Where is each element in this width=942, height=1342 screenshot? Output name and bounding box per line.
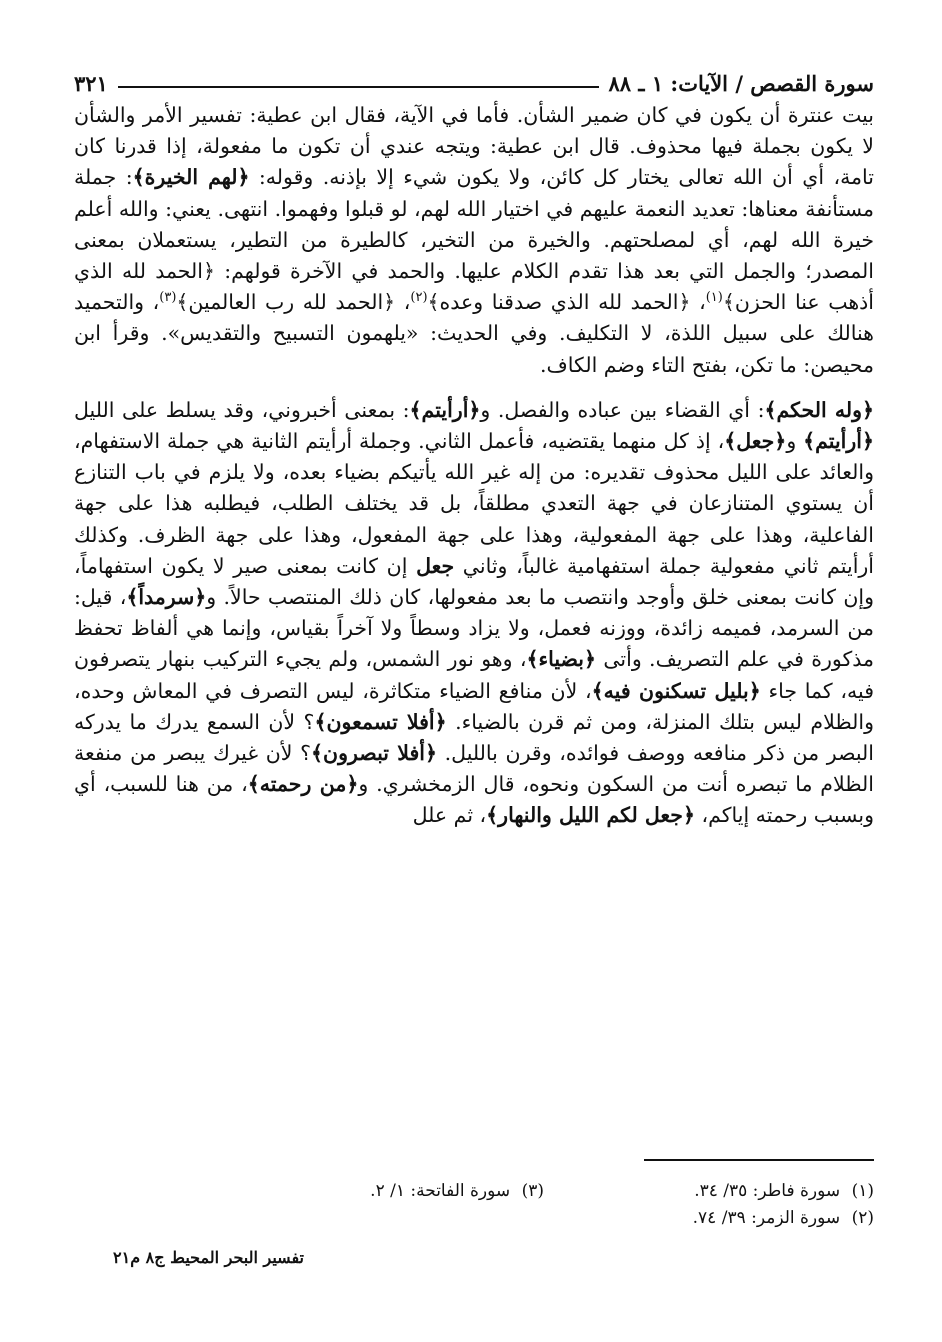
text-run: : جملة مستأنفة معناها: تعديد النعمة عليهم في اختيار الله لهم، لو قبلوا وفهموا. انتهى. يعني: والله أعلم خيرة الله لهم، أي لمصلحتهم. والخيرة من التخير، كالطيرة من التطير، يستعملان بمعنى المصدر؛ والجمل التي بعد هذا تقدم الكلام عليها. والحمد في الآخرة قولهم: ﴿الحمد لله الذي أذهب عنا الحزن﴾ — [74, 165, 874, 315]
quran-quote: ﴿جعل لكم الليل والنهار﴾ — [486, 803, 695, 828]
signature-line: تفسير البحر المحيط ج٨ م٢١ — [113, 1248, 304, 1267]
footnote-1-number: (١) — [851, 1181, 874, 1201]
text-run: ؟ لأن غيرك يبصر من منفعة الظلام ما تبصره أنت من السكون ونحوه، قال الزمخشري. و — [74, 741, 874, 797]
text-run: : أي القضاء بين عباده والفصل. و — [480, 397, 765, 422]
body-text — [74, 100, 874, 832]
footnote-3 — [214, 1178, 544, 1205]
quran-quote: ﴿من رحمته﴾ — [247, 772, 359, 797]
book-page — [74, 56, 874, 1286]
footnote-1 — [544, 1178, 874, 1205]
text-run: ، ﴿الحمد لله الذي صدقنا وعده﴾ — [427, 290, 706, 315]
footnote-2-text: سورة الزمر: ٣٩/ ٧٤. — [692, 1208, 841, 1228]
quran-quote: جعل — [416, 553, 455, 578]
text-run: ، من هنا للسبب، أي وبسبب رحمته إياكم، — [74, 772, 874, 828]
footnote-1-text: سورة فاطر: ٣٥/ ٣٤. — [694, 1181, 841, 1201]
paragraph-1 — [74, 100, 874, 381]
text-run: و — [786, 429, 804, 454]
paragraph-2 — [74, 395, 874, 832]
footnote-3-number: (٣) — [521, 1181, 544, 1201]
footnote-row-1 — [74, 1178, 874, 1205]
text-run: ، وهو نور الشمس، ولم يجيء التركيب بنهار يتصرفون فيه، كما جاء — [74, 647, 874, 703]
quran-quote: ﴿جعل﴾ — [724, 429, 787, 454]
quran-quote: ﴿أفلا تسمعون﴾ — [314, 709, 447, 734]
paragraph-gap — [74, 381, 874, 395]
header-title: سورة القصص / الآيات: ١ ـ ٨٨ — [608, 71, 874, 96]
quran-quote: ﴿سرمداً﴾ — [126, 585, 207, 610]
text-run: ، والتحميد هنالك على سبيل اللذة، لا التكليف. وفي الحديث: «يلهمون التسبيح والتقديس». وقرأ ابن محيصن: ما تكن، بفتح التاء وضم الكاف. — [74, 290, 874, 377]
footnote-row-2 — [74, 1205, 874, 1232]
text-run: ، ثم علل — [412, 803, 487, 828]
text-run: بيت عنترة أن يكون في كان ضمير الشأن. فأما في الآية، فقال ابن عطية: تفسير الأمر والشأن لا يكون بجملة فيها محذوف. قال ابن عطية: ويتجه عندي أن تكون ما مفعولة، إذا قدرنا كان تامة، أي أن الله تعالى يختار كل كائن، ولا يكون شيء إلا بإذنه. وقوله: — [74, 103, 874, 190]
footnote-ref: (٢) — [410, 290, 428, 306]
quran-quote: ﴿بضياء﴾ — [526, 647, 597, 672]
text-run: إن كانت بمعنى صير لا يكون استفهاماً، وإن كانت بمعنى خلق وأوجد وانتصب ما بعد مفعولها، كان ذلك المنتصب حالاً. و — [74, 553, 874, 610]
text-run: ، قيل: من السرمد، فميمه زائدة، ووزنه فعمل، ولا يزاد وسطاً ولا آخراً بقياس، وإنما هي ألفاظ تحفظ مذكورة في علم التصريف. وأتى — [74, 585, 874, 672]
footnote-rule — [644, 1159, 874, 1161]
footnotes — [74, 1178, 874, 1232]
footnote-ref: (١) — [705, 290, 723, 306]
running-header — [74, 56, 874, 96]
text-run: ، لأن منافع الضياء متكاثرة، ليس التصرف في المعاش وحده، والظلام ليس بتلك المنزلة، ومن ثم قرن بالضياء. — [74, 678, 874, 734]
quran-quote: ﴿لهم الخيرة﴾ — [132, 165, 250, 190]
text-run: ؟ لأن السمع يدرك ما يدركه البصر من ذكر منافعه ووصف فوائده، وقرن بالليل. — [74, 709, 874, 766]
text-run: ، ﴿الحمد لله رب العالمين﴾ — [176, 290, 411, 315]
text-run: : بمعنى أخبروني، وقد يسلط على الليل — [74, 397, 410, 422]
quran-quote: ﴿أرأيتم﴾ — [803, 429, 874, 454]
footnote-2-number: (٢) — [851, 1208, 874, 1228]
quran-quote: ﴿أفلا تبصرون﴾ — [311, 741, 437, 766]
text-run: ، إذ كل منهما يقتضيه، فأعمل الثاني. وجملة أرأيتم الثانية هي جملة الاستفهام، والعائد على الليل محذوف تقديره: من إله غير الله يأتيكم بضياء بعده، ولا يلزم في باب التنازع أن يستوي المتنازعان في جهة التعدي مطلقاً، بل قد يختلف الطلب، فيطلبه هذا على جهة الفاعلية، وهذا على جهة المفعولية، وهذا على جهة المفعول، وهذا على جهة الظرف. وكذلك أرأيتم ثاني مفعولية جملة استفهامية غالباً، وثاني — [74, 429, 874, 578]
quran-quote: ﴿وله الحكم﴾ — [764, 397, 874, 422]
footnote-2 — [544, 1205, 874, 1232]
header-rule — [118, 86, 599, 88]
quran-quote: ﴿أرأيتم﴾ — [409, 397, 481, 422]
quran-quote: ﴿بليل تسكنون فيه﴾ — [591, 678, 761, 703]
page-number: ٣٢١ — [74, 71, 108, 96]
footnote-3-text: سورة الفاتحة: ١/ ٢. — [370, 1181, 511, 1201]
footnote-ref: (٣) — [159, 290, 177, 306]
